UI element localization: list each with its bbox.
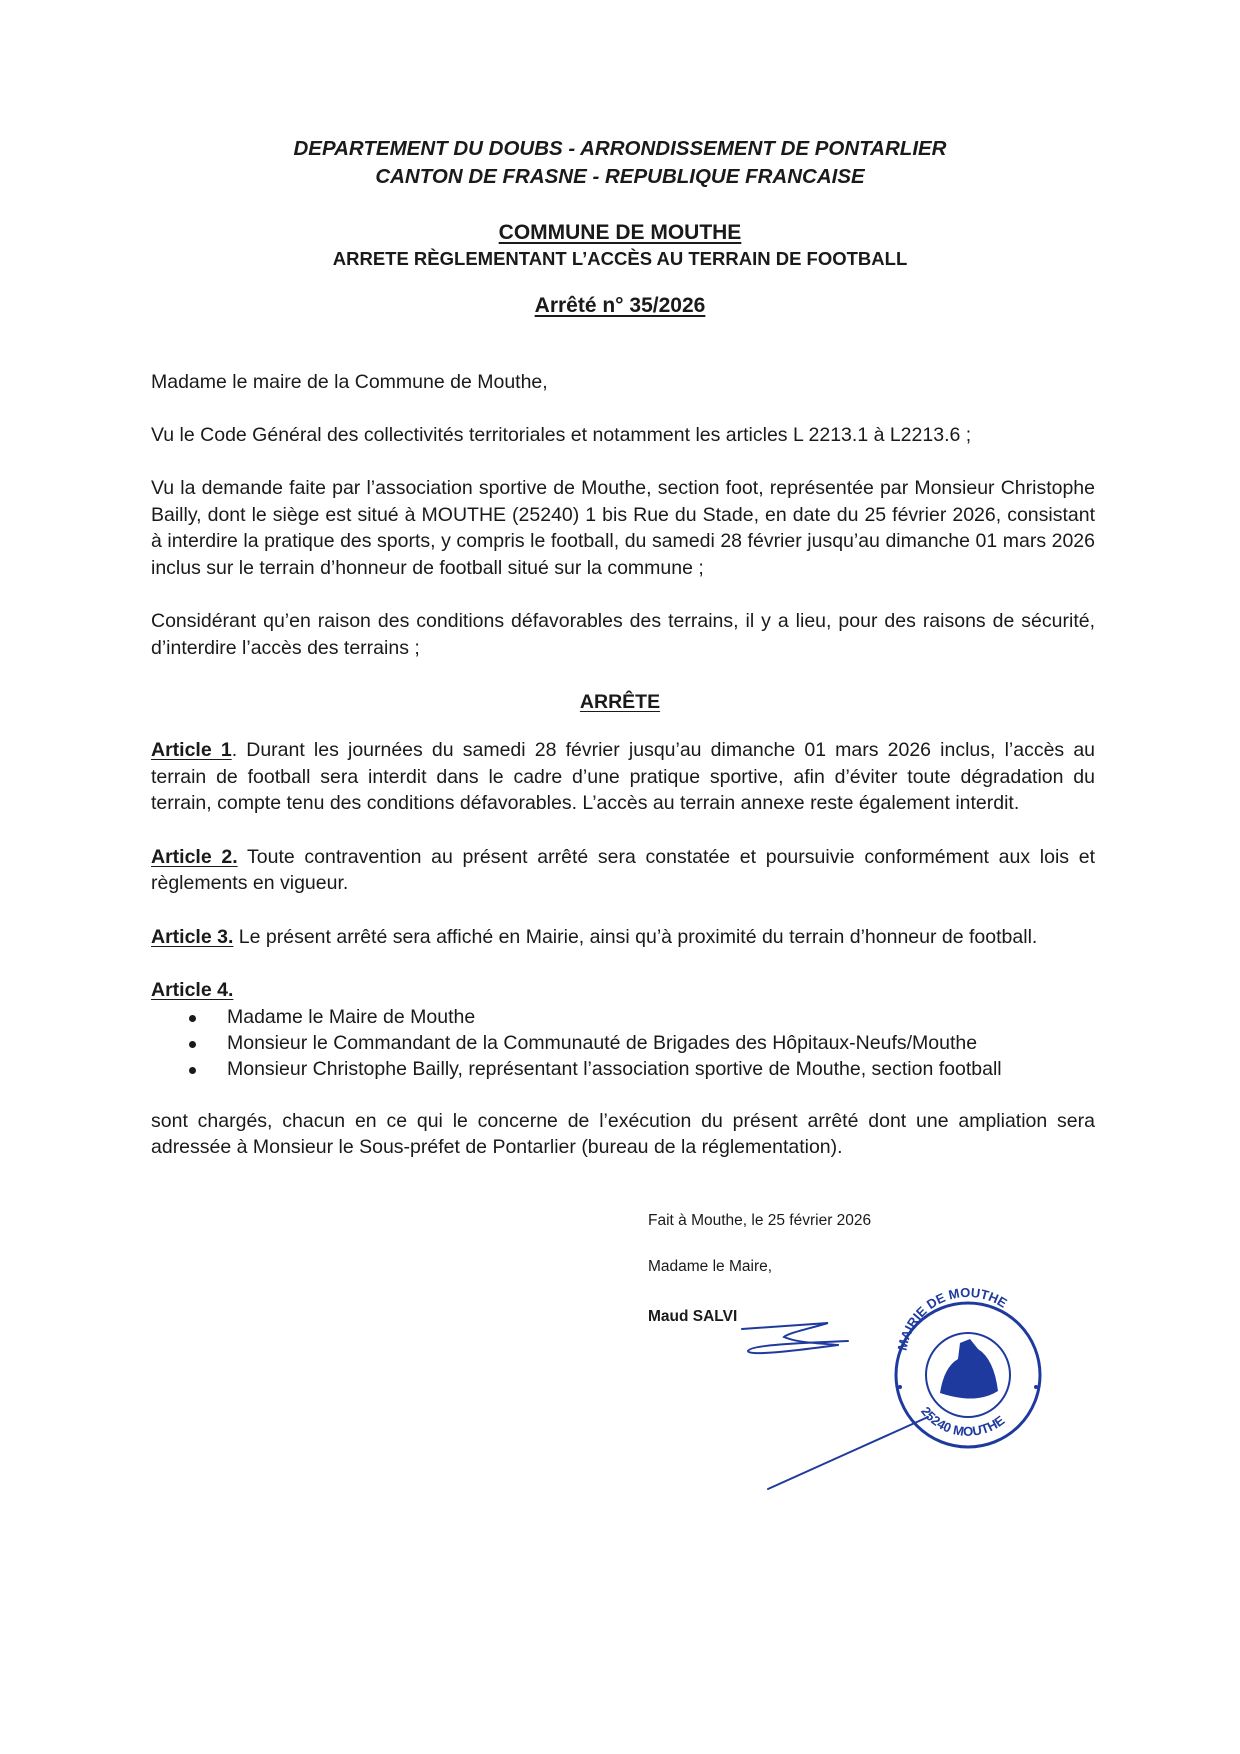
bullet-icon <box>189 1015 196 1022</box>
signature-place-date: Fait à Mouthe, le 25 février 2026 <box>648 1211 872 1229</box>
article-1-text: Durant les journées du samedi 28 février jusqu’au dimanche 01 mars 2026 inclus, l’accès au terrain de football sera interdit dans le cadre d’une pratique sportive, afin d’éviter toute dégradation du terrain, compte tenu des conditions défavorables. L’accès au terrain annexe reste également interdit. <box>151 739 1096 814</box>
article-3 <box>151 924 1095 951</box>
recipient-text: Monsieur Christophe Bailly, représentant l’association sportive de Mouthe, section football <box>227 1057 1002 1080</box>
recipient-text: Madame le Maire de Mouthe <box>227 1005 476 1028</box>
list-item <box>151 1056 1111 1082</box>
header-department: DEPARTEMENT DU DOUBS - ARRONDISSEMENT DE PONTARLIER <box>293 137 947 160</box>
signatory-name: Maud SALVI <box>648 1307 738 1325</box>
article-3-label: Article 3. <box>151 925 234 948</box>
header-canton: CANTON DE FRASNE - REPUBLIQUE FRANCAISE <box>375 165 865 188</box>
commune-title <box>0 219 1240 246</box>
arrete-number-text: Arrêté n° 35/2026 <box>534 294 706 317</box>
signature-and-stamp <box>728 1267 1058 1497</box>
signature-block <box>648 1211 1208 1497</box>
recipient-text: Monsieur le Commandant de la Communauté de Brigades des Hôpitaux-Neufs/Mouthe <box>227 1031 978 1054</box>
article-1-separator: . <box>231 739 247 761</box>
article-2 <box>151 844 1095 897</box>
article-4 <box>151 977 1095 1004</box>
bullet-icon <box>189 1041 196 1048</box>
stamp-top-text: MAIRIE DE MOUTHE <box>894 1284 1010 1352</box>
list-item <box>151 1004 1111 1030</box>
considerant-paragraph: Considérant qu’en raison des conditions défavorables des terrains, il y a lieu, pour des raisons de sécurité, d’interdire l’accès des terrains ; <box>151 610 1095 659</box>
signature-stamp-graphic <box>728 1267 1058 1497</box>
stamp-bottom-text: 25240 MOUTHE <box>918 1403 1008 1439</box>
arrete-heading <box>0 689 1240 715</box>
article-1 <box>151 737 1095 817</box>
opening-line: Madame le maire de la Commune de Mouthe, <box>151 371 548 393</box>
article-1-label: Article 1 <box>151 739 232 761</box>
article-2-text: Toute contravention au présent arrêté sera constatée et poursuivie conformément aux lois et règlements en vigueur. <box>151 845 1095 894</box>
article-2-separator <box>238 846 247 868</box>
commune-title-text: COMMUNE DE MOUTHE <box>498 221 742 244</box>
article-2-label: Article 2. <box>151 845 238 868</box>
signature-title: Madame le Maire, <box>648 1257 773 1275</box>
article-3-text: Le présent arrêté sera affiché en Mairie, ainsi qu’à proximité du terrain d’honneur de football. <box>238 925 1038 948</box>
list-item <box>151 1030 1111 1056</box>
vu-code-paragraph: Vu le Code Général des collectivités territoriales et notamment les articles L 2213.1 à L2213.6 ; <box>151 423 972 446</box>
article-4-closing: sont chargés, chacun en ce qui le concerne de l’exécution du présent arrêté dont une ampliation sera adressée à Monsieur le Sous-préfet de Pontarlier (bureau de la réglementation). <box>151 1109 1095 1158</box>
document-subtitle: ARRETE RÈGLEMENTANT L’ACCÈS AU TERRAIN DE FOOTBALL <box>332 248 908 269</box>
recipient-list <box>151 1004 1111 1082</box>
arrete-heading-text: ARRÊTE <box>579 691 661 713</box>
arrete-number <box>0 292 1240 320</box>
vu-demande-paragraph: Vu la demande faite par l’association sportive de Mouthe, section foot, représentée par Monsieur Christophe Bailly, dont le siège est situé à MOUTHE (25240) 1 bis Rue du Stade, en date du 25 février 2026, consistant à interdire la pratique des sports, y compris le football, du samedi 28 février jusqu’au dimanche 01 mars 2026 inclus sur le terrain d’honneur de football situé sur la commune ; <box>151 477 1095 579</box>
bullet-icon <box>189 1067 196 1074</box>
article-4-label: Article 4. <box>151 979 234 1001</box>
